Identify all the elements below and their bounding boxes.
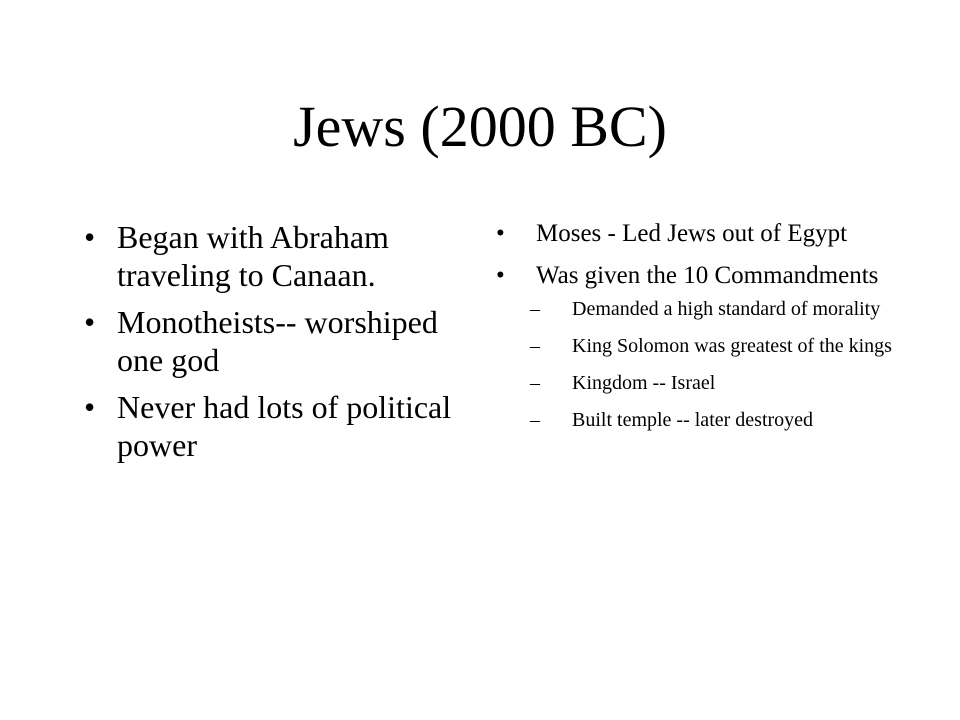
sub-bullet-text: Kingdom -- Israel <box>572 372 716 394</box>
list-item <box>84 388 454 464</box>
sub-list-item <box>530 370 896 396</box>
list-item <box>84 303 454 379</box>
sub-bullet-text: Demanded a high standard of morality <box>572 298 881 320</box>
bullet-text: Moses - Led Jews out of Egypt <box>536 220 848 247</box>
bullet-text: Began with Abraham traveling to Canaan. <box>117 219 389 293</box>
dash-marker: – <box>530 409 540 431</box>
bullet-marker: • <box>84 389 96 425</box>
bullet-marker: • <box>496 220 505 247</box>
sub-list-item <box>530 333 896 359</box>
right-bullet-list <box>496 218 896 444</box>
bullet-text: Monotheists-- worshiped one god <box>117 304 438 378</box>
dash-marker: – <box>530 298 540 320</box>
sub-bullet-text: Built temple -- later destroyed <box>572 409 814 431</box>
bullet-text: Never had lots of political power <box>117 389 452 463</box>
list-item <box>496 260 896 433</box>
bullet-marker: • <box>496 262 505 289</box>
bullet-marker: • <box>84 304 96 340</box>
sub-bullet-list <box>530 296 896 433</box>
list-item <box>84 218 454 294</box>
slide-title: Jews (2000 BC) <box>293 94 667 159</box>
list-item <box>496 218 896 250</box>
left-bullet-list <box>84 218 454 473</box>
sub-list-item <box>530 296 896 322</box>
dash-marker: – <box>530 335 540 357</box>
bullet-text: Was given the 10 Commandments <box>536 262 879 289</box>
bullet-marker: • <box>84 219 96 255</box>
sub-bullet-text: King Solomon was greatest of the kings <box>572 335 892 357</box>
sub-list-item <box>530 407 896 433</box>
dash-marker: – <box>530 372 540 394</box>
